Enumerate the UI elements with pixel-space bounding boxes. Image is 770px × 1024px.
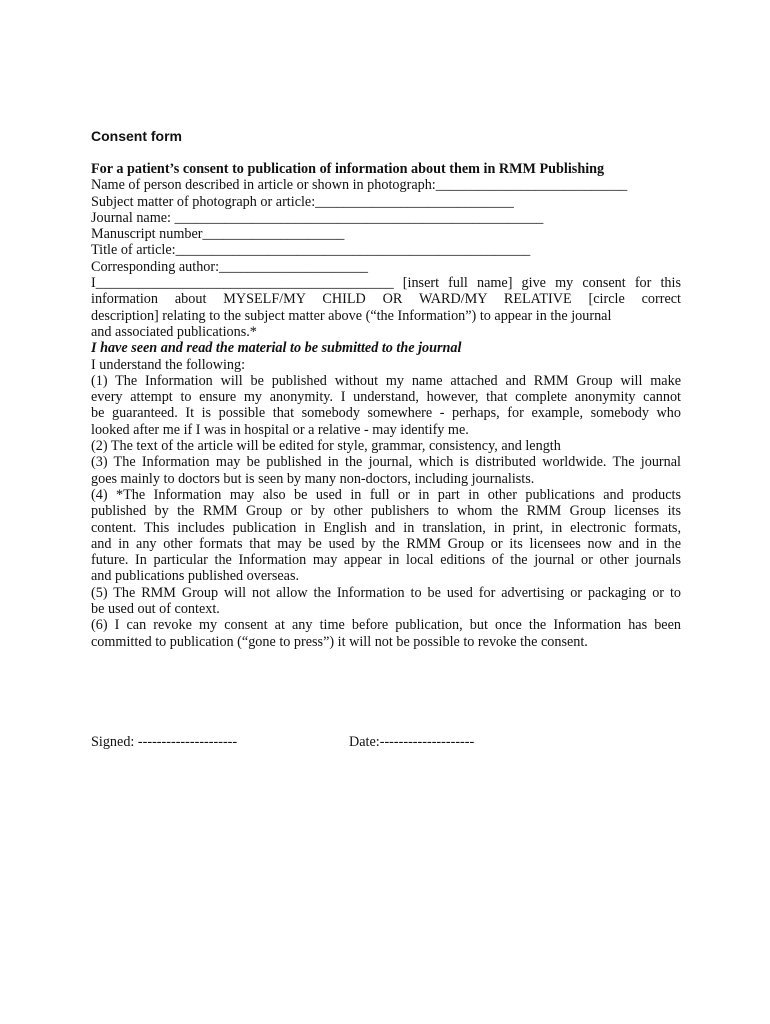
point-5-line-2: be used out of context. [91,601,220,618]
form-subheading: For a patient’s consent to publication of information about them in RMM Publishing [91,161,605,177]
point-4-line-1: (4) *The Information may also be used in full or in part in other publications and products [91,486,681,503]
point-4-line-4: and in any other formats that may be used by the RMM Group or its licensees now and in the [91,535,681,552]
point-4-line-2: published by the RMM Group or by other publishers to whom the RMM Group licenses its [91,503,681,520]
point-5-line-1: (5) The RMM Group will not allow the Information to be used for advertising or packaging or to [91,584,681,601]
seen-statement: I have seen and read the material to be submitted to the journal [91,340,462,357]
signed-field: Signed: --------------------- [91,734,238,750]
point-1-line-3: be guaranteed. It is possible that somebody somewhere - perhaps, for example, somebody who [91,405,681,422]
understand-intro: I understand the following: [91,356,246,373]
corresponding-author-field: Corresponding author:_____________________ [91,258,369,275]
point-3-line-2: goes mainly to doctors but is seen by many non-doctors, including journalists. [91,470,535,487]
consent-line-3: description] relating to the subject matter above (“the Information”) to appear in the journal [91,307,612,324]
signature-row [91,734,681,751]
point-4-line-6: and publications published overseas. [91,568,300,585]
consent-line-2: information about MYSELF/MY CHILD OR WARD/MY RELATIVE [circle correct [91,291,681,308]
date-field: Date:-------------------- [349,734,475,750]
consent-form-page [91,0,681,1024]
form-body [91,161,681,650]
point-6-line-1: (6) I can revoke my consent at any time before publication, but once the Information has been [91,617,681,634]
point-2-line-1: (2) The text of the article will be edited for style, grammar, consistency, and length [91,438,561,455]
journal-name-field: Journal name: ____________________________________________________ [91,209,544,226]
form-heading: Consent form [91,128,182,144]
point-3-line-1: (3) The Information may be published in the journal, which is distributed worldwide. The journal [91,454,681,471]
point-4-line-3: content. This includes publication in English and in translation, in print, in electronic formats, [91,519,681,536]
title-of-article-field: Title of article:__________________________________________________ [91,242,531,259]
name-of-person-field: Name of person described in article or shown in photograph:___________________________ [91,177,628,194]
point-1-line-2: every attempt to ensure my anonymity. I understand, however, that complete anonymity cannot [91,389,681,406]
consent-line-4: and associated publications.* [91,323,257,340]
consent-line-1: I__________________________________________ [insert full name] give my consent for this [91,275,681,292]
point-1-line-1: (1) The Information will be published without my name attached and RMM Group will make [91,372,681,389]
subject-matter-field: Subject matter of photograph or article:____________________________ [91,193,514,210]
point-4-line-5: future. In particular the Information may appear in local editions of the journal or other journals [91,552,681,569]
point-1-line-4: looked after me if I was in hospital or a relative - may identify me. [91,421,469,438]
manuscript-number-field: Manuscript number____________________ [91,226,345,243]
point-6-line-2: committed to publication (“gone to press”) it will not be possible to revoke the consent. [91,633,588,650]
